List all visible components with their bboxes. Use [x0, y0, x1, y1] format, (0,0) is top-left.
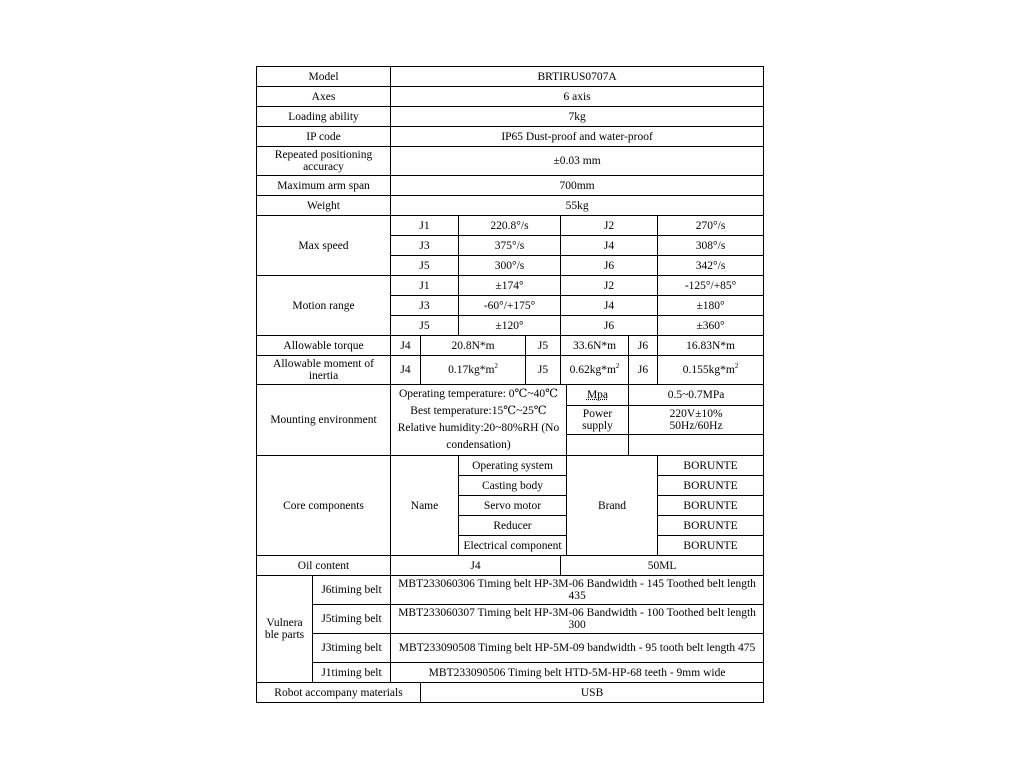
spec-sheet	[256, 66, 764, 703]
armspan-value: 700mm	[391, 176, 764, 196]
core-item-name: Servo motor	[459, 496, 567, 516]
row-accuracy	[257, 147, 764, 176]
max-speed-value: 220.8°/s	[459, 216, 561, 236]
row-inertia	[257, 356, 764, 385]
torque-value-j6: 16.83N*m	[658, 336, 764, 356]
empty-cell	[629, 435, 764, 456]
inertia-joint-j4: J4	[391, 356, 421, 385]
power-supply-label: Power supply	[567, 406, 629, 435]
inertia-cell-j6	[658, 356, 764, 385]
motion-range-label: Motion range	[257, 276, 391, 336]
empty-cell	[567, 435, 629, 456]
vulnerable-row	[257, 576, 764, 605]
core-label: Core components	[257, 456, 391, 556]
row-accompany	[257, 683, 764, 703]
motion-range-value: ±174°	[459, 276, 561, 296]
row-axes	[257, 87, 764, 107]
max-speed-joint: J1	[391, 216, 459, 236]
max-speed-label: Max speed	[257, 216, 391, 276]
torque-joint-j6: J6	[629, 336, 658, 356]
core-row	[257, 456, 764, 476]
core-item-name: Electrical component	[459, 536, 567, 556]
vulnerable-part: J3timing belt	[313, 634, 391, 663]
inertia-value-j5: 0.62kg*m	[569, 364, 616, 376]
vulnerable-label: Vulnera ble parts	[257, 576, 313, 683]
row-oil	[257, 556, 764, 576]
motion-range-joint: J1	[391, 276, 459, 296]
oil-label: Oil content	[257, 556, 391, 576]
vulnerable-row	[257, 663, 764, 683]
core-item-brand: BORUNTE	[658, 536, 764, 556]
power-voltage: 220V±10%	[669, 408, 723, 420]
mpa-label: Mpa	[567, 385, 629, 406]
row-weight	[257, 196, 764, 216]
inertia-value-j6: 0.155kg*m	[682, 364, 735, 376]
inertia-joint-j5: J5	[526, 356, 561, 385]
max-speed-value: 270°/s	[658, 216, 764, 236]
max-speed-joint: J3	[391, 236, 459, 256]
core-brand-label: Brand	[567, 456, 658, 556]
weight-label: Weight	[257, 196, 391, 216]
torque-joint-j4: J4	[391, 336, 421, 356]
max-speed-value: 375°/s	[459, 236, 561, 256]
vulnerable-row	[257, 634, 764, 663]
row-ip	[257, 127, 764, 147]
power-supply-value	[629, 406, 764, 435]
vulnerable-desc: MBT233060307 Timing belt HP-3M-06 Bandwidth - 100 Toothed belt length 300	[391, 605, 764, 634]
max-speed-value: 342°/s	[658, 256, 764, 276]
core-item-name: Casting body	[459, 476, 567, 496]
vulnerable-desc: MBT233090508 Timing belt HP-5M-09 bandwidth - 95 tooth belt length 475	[391, 634, 764, 663]
max-speed-joint: J6	[561, 256, 658, 276]
ip-value: IP65 Dust-proof and water-proof	[391, 127, 764, 147]
vulnerable-part: J1timing belt	[313, 663, 391, 683]
motion-range-value: ±180°	[658, 296, 764, 316]
ip-label: IP code	[257, 127, 391, 147]
inertia-label: Allowable moment of inertia	[257, 356, 391, 385]
inertia-value-j4: 0.17kg*m	[448, 364, 495, 376]
relative-humidity: Relative humidity:20~80%RH (No condensation)	[397, 422, 560, 451]
best-temperature: Best temperature:15℃~25℃	[410, 405, 547, 417]
core-item-brand: BORUNTE	[658, 456, 764, 476]
mpa-value: 0.5~0.7MPa	[629, 385, 764, 406]
motion-range-joint: J5	[391, 316, 459, 336]
max-speed-joint: J5	[391, 256, 459, 276]
vulnerable-part: J5timing belt	[313, 605, 391, 634]
row-loading	[257, 107, 764, 127]
motion-range-value: -60°/+175°	[459, 296, 561, 316]
loading-value: 7kg	[391, 107, 764, 127]
axes-value: 6 axis	[391, 87, 764, 107]
armspan-label: Maximum arm span	[257, 176, 391, 196]
vulnerable-row	[257, 605, 764, 634]
core-item-name: Operating system	[459, 456, 567, 476]
motion-range-joint: J2	[561, 276, 658, 296]
row-model	[257, 67, 764, 87]
accompany-label: Robot accompany materials	[257, 683, 421, 703]
motion-range-value: ±120°	[459, 316, 561, 336]
inertia-superscript: 2	[615, 362, 620, 371]
vulnerable-desc: MBT233060306 Timing belt HP-3M-06 Bandwidth - 145 Toothed belt length 435	[391, 576, 764, 605]
oil-joint: J4	[391, 556, 561, 576]
oil-value: 50ML	[561, 556, 764, 576]
model-value: BRTIRUS0707A	[391, 67, 764, 87]
spec-table	[256, 66, 764, 703]
core-item-brand: BORUNTE	[658, 516, 764, 536]
mounting-label: Mounting environment	[257, 385, 391, 456]
torque-label: Allowable torque	[257, 336, 391, 356]
core-item-brand: BORUNTE	[658, 476, 764, 496]
vulnerable-part: J6timing belt	[313, 576, 391, 605]
motion-range-joint: J6	[561, 316, 658, 336]
max-speed-row	[257, 216, 764, 236]
inertia-superscript: 2	[734, 362, 739, 371]
accuracy-label: Repeated positioning accuracy	[257, 147, 391, 176]
row-torque	[257, 336, 764, 356]
max-speed-value: 308°/s	[658, 236, 764, 256]
max-speed-joint: J2	[561, 216, 658, 236]
torque-value-j4: 20.8N*m	[421, 336, 526, 356]
max-speed-joint: J4	[561, 236, 658, 256]
torque-joint-j5: J5	[526, 336, 561, 356]
motion-range-value: -125°/+85°	[658, 276, 764, 296]
motion-range-joint: J4	[561, 296, 658, 316]
motion-range-row	[257, 276, 764, 296]
torque-value-j5: 33.6N*m	[561, 336, 629, 356]
model-label: Model	[257, 67, 391, 87]
max-speed-value: 300°/s	[459, 256, 561, 276]
weight-value: 55kg	[391, 196, 764, 216]
core-item-brand: BORUNTE	[658, 496, 764, 516]
vulnerable-desc: MBT233090506 Timing belt HTD-5M-HP-68 teeth - 9mm wide	[391, 663, 764, 683]
mounting-row	[257, 385, 764, 406]
core-name-label: Name	[391, 456, 459, 556]
motion-range-joint: J3	[391, 296, 459, 316]
operating-temperature: Operating temperature: 0℃~40℃	[398, 388, 559, 400]
inertia-superscript: 2	[494, 362, 498, 371]
core-item-name: Reducer	[459, 516, 567, 536]
inertia-cell-j5	[561, 356, 629, 385]
row-armspan	[257, 176, 764, 196]
loading-label: Loading ability	[257, 107, 391, 127]
axes-label: Axes	[257, 87, 391, 107]
mounting-conditions	[391, 385, 567, 456]
inertia-cell-j4	[421, 356, 526, 385]
inertia-joint-j6: J6	[629, 356, 658, 385]
accuracy-value: ±0.03 mm	[391, 147, 764, 176]
power-frequency: 50Hz/60Hz	[669, 420, 723, 432]
motion-range-value: ±360°	[658, 316, 764, 336]
accompany-value: USB	[421, 683, 764, 703]
